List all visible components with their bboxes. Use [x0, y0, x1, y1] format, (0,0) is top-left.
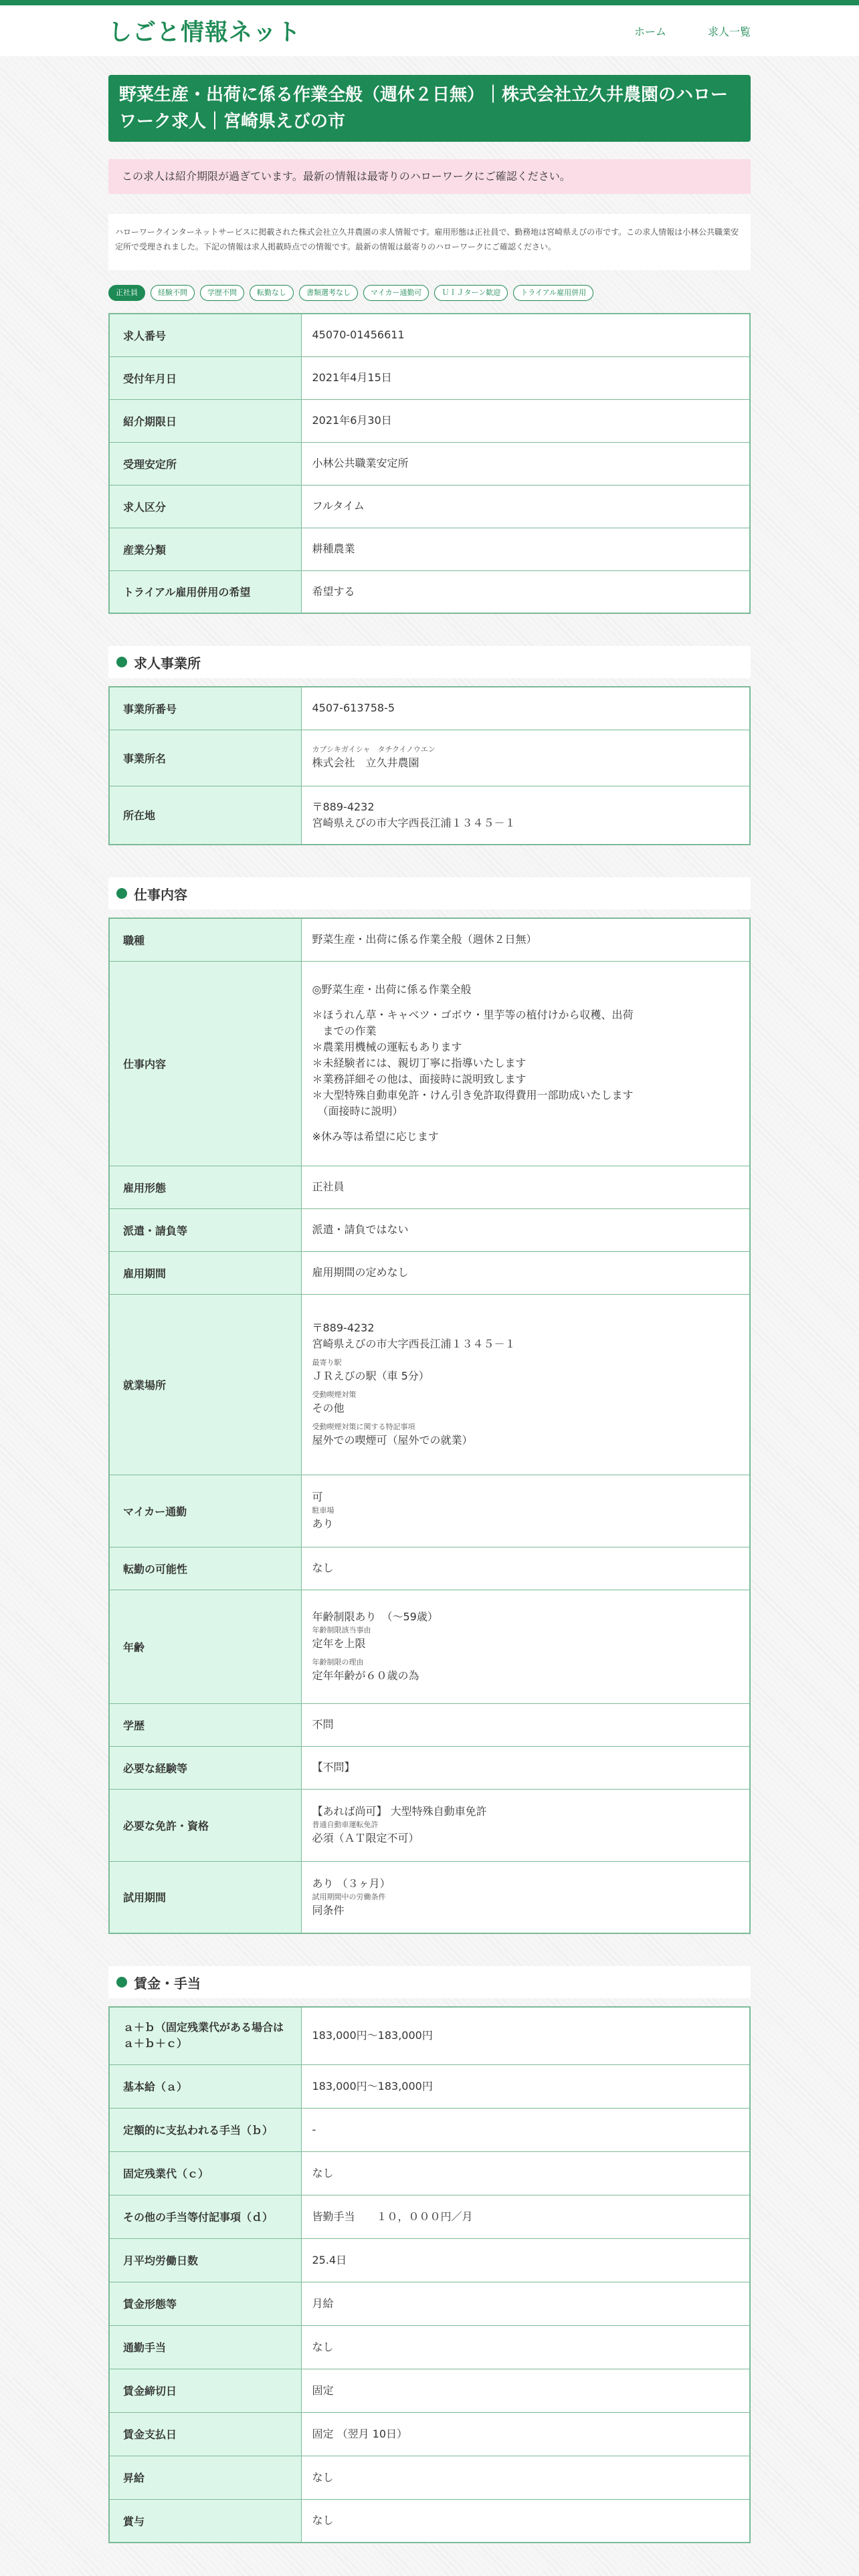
summary-table: [108, 313, 751, 614]
age-reason-value: 定年年齢が６０歳の為: [312, 1669, 419, 1682]
row-label: 賃金支払日: [109, 2412, 301, 2456]
car-commute-value: 可: [312, 1491, 323, 1503]
table-row: [109, 1789, 750, 1861]
bullet-dot-icon: [116, 1977, 127, 1988]
content-line: ＊大型特殊自動車免許・けん引き免許取得費用一部助成いたします: [312, 1089, 634, 1101]
row-label: 求人番号: [109, 314, 301, 356]
license-sub-label: 普通自動車運転免許: [312, 1820, 379, 1829]
section-heading-office: [108, 646, 751, 678]
table-row: [109, 2108, 750, 2151]
location-address: 宮崎県えびの市大字西長江浦１３４５－１: [312, 1337, 516, 1350]
row-value: なし: [301, 2456, 750, 2499]
row-label: 固定残業代（ｃ）: [109, 2151, 301, 2195]
license-value: 【あれば尚可】 大型特殊自動車免許: [312, 1805, 487, 1818]
section-heading-text: 求人事業所: [134, 655, 201, 671]
row-label: 紹介期限日: [109, 399, 301, 442]
bullet-dot-icon: [116, 888, 127, 899]
row-value: フルタイム: [301, 485, 750, 528]
row-value: 45070-01456611: [301, 314, 750, 356]
content-spacer: [312, 1119, 739, 1129]
row-value: -: [301, 2108, 750, 2151]
row-label: ａ＋ｂ（固定残業代がある場合はａ＋ｂ＋ｃ）: [109, 2007, 301, 2064]
dispatch-value: 派遣・請負ではない: [301, 1208, 750, 1251]
parking-label: 駐車場: [312, 1506, 335, 1515]
row-label: 通勤手当: [109, 2325, 301, 2369]
section-heading-work: [108, 877, 751, 909]
row-label: 仕事内容: [109, 961, 301, 1166]
tag-trial-employment: トライアル雇用併用: [513, 285, 593, 301]
table-row: [109, 1547, 750, 1590]
site-logo[interactable]: しごと情報ネット: [108, 19, 302, 46]
tag-any-education: 学歴不問: [200, 285, 244, 301]
content-line: ＊業務詳細その他は、面接時に説明致します: [312, 1073, 527, 1085]
office-name: 株式会社 立久井農園: [312, 756, 419, 769]
row-label: 学歴: [109, 1703, 301, 1746]
age-reason-label: 年齢制限の理由: [312, 1658, 364, 1667]
content-line: （面接時に説明）: [312, 1105, 403, 1117]
table-row: [109, 2412, 750, 2456]
table-row: [109, 1294, 750, 1475]
header-nav: [593, 23, 751, 39]
row-label: 産業分類: [109, 528, 301, 570]
row-label: 受理安定所: [109, 442, 301, 485]
row-label: 派遣・請負等: [109, 1208, 301, 1251]
content-spacer: [312, 998, 739, 1007]
row-label: 就業場所: [109, 1294, 301, 1475]
row-label: 昇給: [109, 2456, 301, 2499]
employment-type-value: 正社員: [301, 1166, 750, 1208]
tag-list: [108, 285, 751, 305]
table-row: [109, 961, 750, 1166]
age-item-value: 定年を上限: [312, 1637, 366, 1650]
table-row: [109, 2064, 750, 2108]
table-row: [109, 1861, 750, 1933]
table-row: [109, 918, 750, 961]
table-row: [109, 2456, 750, 2499]
row-value: 希望する: [301, 570, 750, 613]
row-label: 受付年月日: [109, 356, 301, 399]
table-row: [109, 2282, 750, 2325]
top-accent-bar: [0, 0, 859, 5]
smoking-label: 受動喫煙対策: [312, 1390, 357, 1399]
row-label: 求人区分: [109, 485, 301, 528]
content-line: ＊ほうれん草・キャベツ・ゴボウ・里芋等の植付けから収穫、出荷: [312, 1008, 634, 1021]
row-label: 必要な経験等: [109, 1746, 301, 1789]
age-item-label: 年齢制限該当事由: [312, 1626, 371, 1634]
wage-table: [108, 2006, 751, 2543]
row-label: 事業所名: [109, 730, 301, 786]
row-label: 必要な免許・資格: [109, 1789, 301, 1861]
row-value: 月給: [301, 2282, 750, 2325]
table-row: [109, 570, 750, 613]
row-value: なし: [301, 2151, 750, 2195]
tag-full-time: 正社員: [108, 285, 145, 301]
row-label: 定額的に支払われる手当（ｂ）: [109, 2108, 301, 2151]
expired-notice: この求人は紹介期限が過ぎています。最新の情報は最寄りのハローワークにご確認ください。: [108, 159, 751, 194]
table-row: [109, 1475, 750, 1547]
row-label: 転勤の可能性: [109, 1547, 301, 1590]
row-label: 賃金形態等: [109, 2282, 301, 2325]
row-label: その他の手当等付記事項（ｄ）: [109, 2195, 301, 2238]
row-label: 賞与: [109, 2499, 301, 2543]
table-row: [109, 442, 750, 485]
row-value: 183,000円〜183,000円: [301, 2007, 750, 2064]
content-line: ◎野菜生産・出荷に係る作業全般: [312, 983, 472, 996]
row-label: 基本給（ａ）: [109, 2064, 301, 2108]
page-title: 野菜生産・出荷に係る作業全般（週休２日無）｜株式会社立久井農園のハローワーク求人｜宮崎県えびの市: [108, 75, 751, 142]
table-row: [109, 2369, 750, 2412]
table-row: [109, 2499, 750, 2543]
office-zip: 〒889-4232: [312, 800, 375, 813]
row-label: 雇用期間: [109, 1251, 301, 1294]
table-row: [109, 730, 750, 786]
row-label: マイカー通勤: [109, 1475, 301, 1547]
table-row: [109, 528, 750, 570]
row-label: 年齢: [109, 1590, 301, 1703]
row-label: 事業所番号: [109, 687, 301, 730]
table-row: [109, 1590, 750, 1703]
row-value: 2021年6月30日: [301, 399, 750, 442]
content-line: ＊未経験者には、親切丁寧に指導いたします: [312, 1057, 527, 1069]
table-row: [109, 2238, 750, 2282]
row-label: 職種: [109, 918, 301, 961]
work-table: [108, 918, 751, 1934]
table-row: [109, 1251, 750, 1294]
trial-condition-value: 同条件: [312, 1903, 345, 1917]
license-requirement: 必須（ＡＴ限定不可）: [312, 1832, 419, 1844]
row-value: 固定 （翌月 10日）: [301, 2412, 750, 2456]
table-row: [109, 314, 750, 356]
table-row: [109, 356, 750, 399]
office-address: 宮崎県えびの市大字西長江浦１３４５－１: [312, 816, 516, 829]
row-label: 月平均労働日数: [109, 2238, 301, 2282]
row-label: 雇用形態: [109, 1166, 301, 1208]
row-value: 皆勤手当 １０，０００円／月: [301, 2195, 750, 2238]
age-value: 年齢制限あり （～59歳）: [312, 1610, 438, 1623]
tag-no-experience: 経験不問: [151, 285, 195, 301]
table-row: [109, 1746, 750, 1789]
table-row: [109, 2325, 750, 2369]
tag-car-commute: マイカー通勤可: [363, 285, 429, 301]
section-heading-text: 賃金・手当: [134, 1975, 201, 1992]
office-name-kana: カブシキガイシャ タチクイノウエン: [312, 745, 436, 754]
table-row: [109, 1703, 750, 1746]
smoking-value: その他: [312, 1402, 345, 1414]
site-header: [0, 5, 859, 56]
office-table: [108, 686, 751, 845]
tag-no-document-screening: 書類選考なし: [299, 285, 358, 301]
experience-value: 【不問】: [301, 1746, 750, 1789]
row-value: なし: [301, 2499, 750, 2543]
content-line: までの作業: [312, 1025, 377, 1037]
table-row: [109, 2007, 750, 2064]
table-row: [109, 2195, 750, 2238]
tag-no-transfer: 転勤なし: [250, 285, 294, 301]
row-value: 耕種農業: [301, 528, 750, 570]
table-row: [109, 2151, 750, 2195]
row-value: 小林公共職業安定所: [301, 442, 750, 485]
content-line: ＊農業用機械の運転もあります: [312, 1041, 462, 1053]
job-description: ハローワークインターネットサービスに掲載された株式会社立久井農園の求人情報です。雇用形態は正社員で、勤務地は宮崎県えびの市です。この求人情報は小林公共職業安定所で受理されました。下記の情報は求人掲載時点での情報です。最新の情報は最寄りのハローワークにご確認ください。: [108, 214, 751, 270]
row-value: なし: [301, 2325, 750, 2369]
tag-uij-turn: ＵＩＪターン歓迎: [434, 285, 508, 301]
table-row: [109, 485, 750, 528]
section-heading-text: 仕事内容: [134, 886, 187, 903]
transfer-value: なし: [301, 1547, 750, 1590]
smoking-note-label: 受動喫煙対策に関する特記事項: [312, 1422, 415, 1431]
bullet-dot-icon: [116, 657, 127, 667]
content-line: ※休み等は希望に応じます: [312, 1130, 439, 1143]
table-row: [109, 786, 750, 845]
row-label: 試用期間: [109, 1861, 301, 1933]
main-content: [108, 56, 751, 2570]
row-value: 2021年4月15日: [301, 356, 750, 399]
office-number: 4507-613758-5: [301, 687, 750, 730]
row-value: 固定: [301, 2369, 750, 2412]
trial-condition-label: 試用期間中の労働条件: [312, 1892, 386, 1901]
row-label: トライアル雇用併用の希望: [109, 570, 301, 613]
education-value: 不問: [301, 1703, 750, 1746]
station-value: ＪＲえびの駅（車 5分）: [312, 1370, 430, 1382]
occupation-value: 野菜生産・出荷に係る作業全般（週休２日無）: [301, 918, 750, 961]
row-value: 183,000円〜183,000円: [301, 2064, 750, 2108]
row-label: 賃金締切日: [109, 2369, 301, 2412]
parking-value: あり: [312, 1517, 334, 1530]
nav-link-job-list[interactable]: 求人一覧: [707, 25, 751, 38]
table-row: [109, 687, 750, 730]
trial-value: あり （３ヶ月）: [312, 1876, 391, 1890]
table-row: [109, 1208, 750, 1251]
row-value: 25.4日: [301, 2238, 750, 2282]
location-zip: 〒889-4232: [312, 1321, 375, 1334]
period-value: 雇用期間の定めなし: [301, 1251, 750, 1294]
station-label: 最寄り駅: [312, 1358, 342, 1367]
table-row: [109, 1166, 750, 1208]
table-row: [109, 399, 750, 442]
row-label: 所在地: [109, 786, 301, 845]
nav-link-home[interactable]: ホーム: [634, 25, 666, 38]
smoking-note-value: 屋外での喫煙可（屋外での就業）: [312, 1434, 473, 1446]
section-heading-wage: [108, 1966, 751, 1998]
